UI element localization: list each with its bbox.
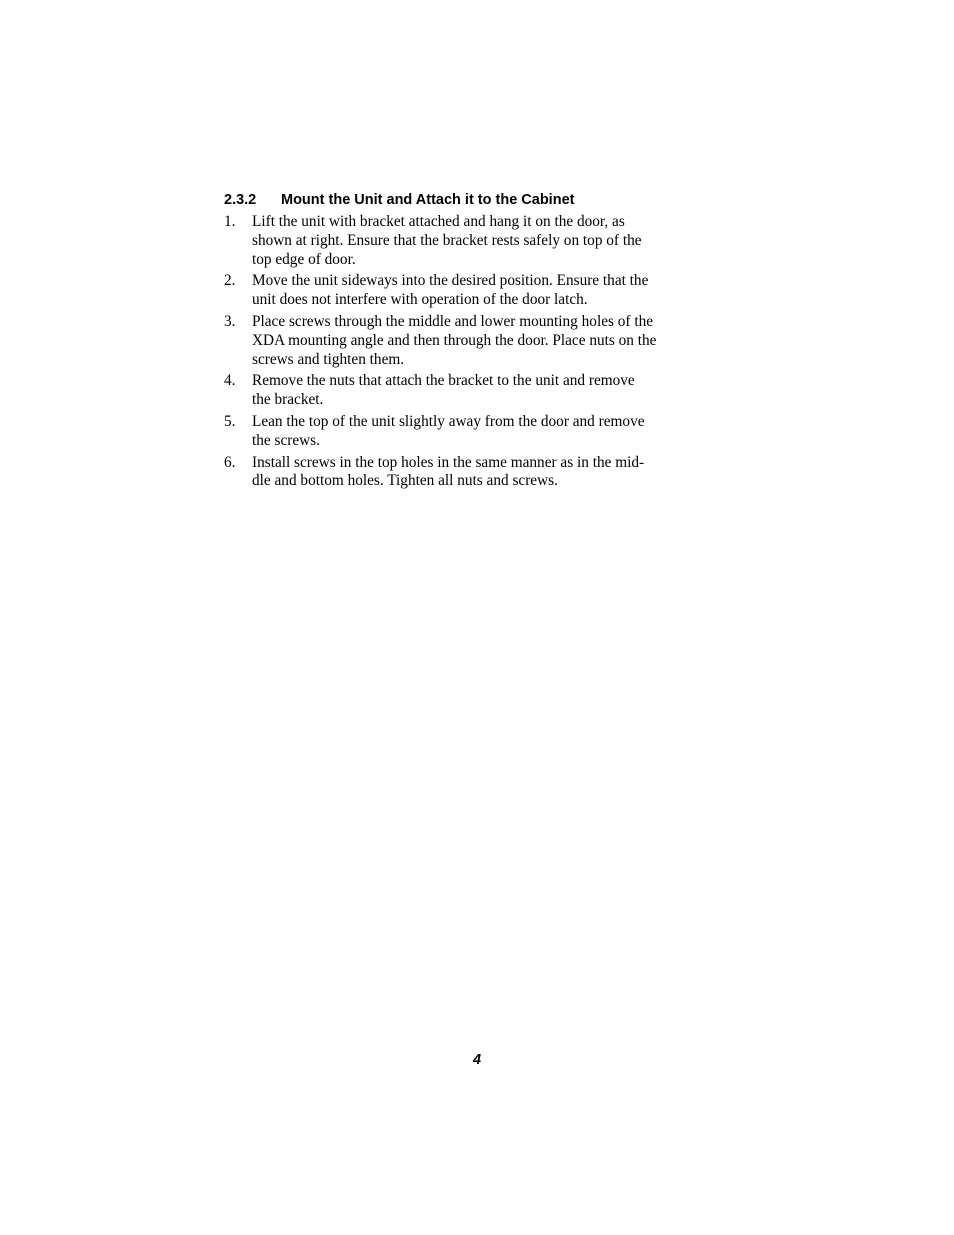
step-5 xyxy=(224,413,730,451)
step-line: top edge of door. xyxy=(252,250,356,268)
step-text xyxy=(252,313,730,369)
step-list xyxy=(224,213,730,491)
step-line: the bracket. xyxy=(252,391,324,409)
step-3 xyxy=(224,313,730,369)
step-text xyxy=(252,213,730,269)
step-6 xyxy=(224,454,730,492)
section-2-3-2 xyxy=(224,191,730,494)
step-text xyxy=(252,454,730,492)
section-title: Mount the Unit and Attach it to the Cabinet xyxy=(281,192,575,208)
step-text xyxy=(252,413,730,451)
step-line: shown at right. Ensure that the bracket rests safely on top of the xyxy=(252,231,642,249)
step-line: Move the unit sideways into the desired position. Ensure that the xyxy=(252,272,649,290)
step-line: the screws. xyxy=(252,431,320,449)
step-line: Install screws in the top holes in the same manner as in the mid- xyxy=(252,453,645,471)
step-line: Lift the unit with bracket attached and hang it on the door, as xyxy=(252,213,625,230)
step-number: 5. xyxy=(224,412,236,430)
step-text xyxy=(252,372,730,410)
step-line: Place screws through the middle and lower mounting holes of the xyxy=(252,312,654,330)
step-number: 6. xyxy=(224,453,236,471)
section-number: 2.3.2 xyxy=(224,192,257,208)
step-line: XDA mounting angle and then through the door. Place nuts on the xyxy=(252,331,657,349)
step-line: Lean the top of the unit slightly away from the door and remove xyxy=(252,412,645,430)
step-text xyxy=(252,272,730,310)
step-line: dle and bottom holes. Tighten all nuts and screws. xyxy=(252,472,558,490)
step-number: 2. xyxy=(224,272,236,290)
step-1 xyxy=(224,213,730,269)
page-number: 4 xyxy=(472,1052,482,1068)
step-line: Remove the nuts that attach the bracket to the unit and remove xyxy=(252,372,635,390)
step-4 xyxy=(224,372,730,410)
section-heading xyxy=(224,191,730,209)
step-line: screws and tighten them. xyxy=(252,350,405,368)
step-number: 4. xyxy=(224,372,236,390)
step-line: unit does not interfere with operation of the door latch. xyxy=(252,291,588,309)
step-2 xyxy=(224,272,730,310)
step-number: 3. xyxy=(224,312,236,330)
step-number: 1. xyxy=(224,213,236,230)
